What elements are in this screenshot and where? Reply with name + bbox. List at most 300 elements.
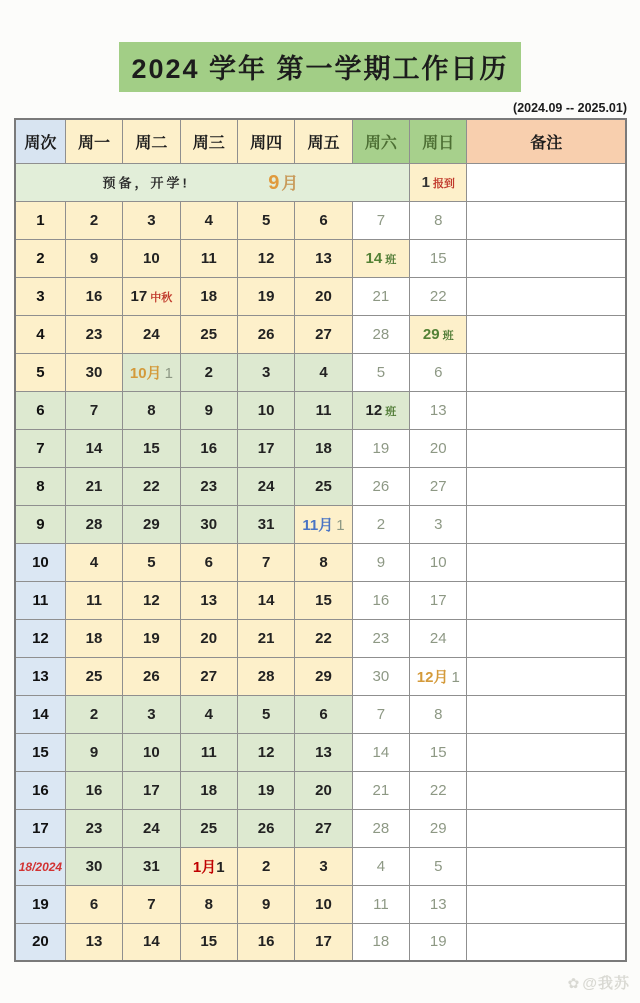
day-cell <box>65 315 122 353</box>
cell-text: 14 <box>372 743 390 761</box>
day-cell <box>123 429 180 467</box>
day-cell <box>237 695 294 733</box>
cell-text: 2 <box>36 249 45 267</box>
day-cell <box>65 619 122 657</box>
cell-text: 28 <box>372 325 390 343</box>
day-cell <box>295 315 352 353</box>
header-row <box>15 119 626 163</box>
day-cell <box>352 277 409 315</box>
remark-cell <box>467 239 626 277</box>
cell-text: 24 <box>429 629 447 647</box>
day-cell <box>180 923 237 961</box>
day-cell <box>352 201 409 239</box>
day-cell <box>352 543 409 581</box>
cell-text: 3 <box>147 211 156 229</box>
remark-cell <box>467 885 626 923</box>
day-cell <box>410 885 467 923</box>
week-row <box>15 277 626 315</box>
week-row <box>15 543 626 581</box>
cell-text: 中秋 <box>150 291 173 304</box>
cell-text: 14 <box>257 591 275 609</box>
week-row <box>15 467 626 505</box>
cell-text: 13 <box>315 743 332 761</box>
cell-text: 10 <box>315 895 332 913</box>
day-cell <box>180 239 237 277</box>
remark-cell <box>467 619 626 657</box>
day-cell <box>410 353 467 391</box>
day-cell <box>65 695 122 733</box>
cell-text: 25 <box>200 325 218 343</box>
week-row <box>15 581 626 619</box>
day-cell <box>123 733 180 771</box>
day-cell <box>410 277 467 315</box>
day-cell <box>352 353 409 391</box>
cell-text: 18 <box>85 629 103 647</box>
week-number-cell <box>15 847 65 885</box>
day-cell <box>123 277 180 315</box>
cell-text: 16 <box>32 781 49 799</box>
cell-text: 20 <box>429 439 447 457</box>
day-cell <box>237 581 294 619</box>
remark-cell <box>467 809 626 847</box>
remark-cell <box>467 467 626 505</box>
header-sunday: 周日 <box>410 119 467 163</box>
cell-text: 7 <box>89 401 99 419</box>
day-cell <box>65 391 122 429</box>
day-cell <box>237 467 294 505</box>
day-cell <box>123 315 180 353</box>
cell-text: 14 <box>32 705 49 723</box>
remark-cell <box>467 581 626 619</box>
day-cell <box>180 467 237 505</box>
day-cell <box>352 619 409 657</box>
remark-cell <box>467 429 626 467</box>
cell-text: 18 <box>200 287 218 305</box>
day-cell <box>352 695 409 733</box>
day-cell <box>352 733 409 771</box>
cell-text: 3 <box>434 515 443 533</box>
day-cell <box>237 505 294 543</box>
remark-cell <box>467 923 626 961</box>
cell-text: 23 <box>85 325 103 343</box>
cell-text: 21 <box>372 781 390 799</box>
cell-text: 30 <box>372 667 390 685</box>
cell-text: 11 <box>86 591 102 609</box>
remark-cell <box>467 695 626 733</box>
cell-text: 20 <box>315 287 332 305</box>
cell-text: 13 <box>315 249 332 267</box>
day-cell <box>180 505 237 543</box>
day-cell <box>65 505 122 543</box>
remark-cell <box>467 505 626 543</box>
header-monday: 周一 <box>65 119 122 163</box>
cell-text: 6 <box>319 705 328 723</box>
cell-text: 2 <box>89 705 99 723</box>
cell-text: 1月 <box>192 858 217 876</box>
cell-text: 5 <box>36 363 45 381</box>
calendar-body <box>15 163 626 961</box>
cell-text: 23 <box>85 819 103 837</box>
week-number-cell <box>15 619 65 657</box>
day-cell <box>65 923 122 961</box>
day-cell <box>410 201 467 239</box>
cell-text: 9 <box>89 249 99 267</box>
day-cell <box>123 619 180 657</box>
cell-text: 4 <box>376 857 386 875</box>
cell-text: 班 <box>442 329 454 342</box>
day-cell <box>65 429 122 467</box>
day-cell <box>65 201 122 239</box>
cell-text: 8 <box>147 401 156 419</box>
day-cell <box>352 391 409 429</box>
cell-text: 21 <box>257 629 275 647</box>
cell-text: 11 <box>315 401 332 419</box>
day-cell <box>410 543 467 581</box>
day-cell <box>352 467 409 505</box>
cell-text: 8 <box>204 895 213 913</box>
cell-text: 21 <box>85 477 103 495</box>
cell-text: 25 <box>200 819 218 837</box>
cell-text: 16 <box>372 591 390 609</box>
cell-text: 11 <box>373 895 389 913</box>
day-cell <box>123 657 180 695</box>
day-cell <box>295 885 352 923</box>
remark-cell <box>467 771 626 809</box>
cell-text: 24 <box>143 325 160 343</box>
cell-text: 1 <box>336 516 345 534</box>
cell-text: 8 <box>434 211 443 229</box>
cell-text: 12 <box>257 743 275 761</box>
cell-text: 11 <box>200 249 217 267</box>
day-cell <box>352 771 409 809</box>
cell-text: 16 <box>85 781 103 799</box>
cell-text: 7 <box>36 439 45 457</box>
day-cell <box>410 581 467 619</box>
day-cell <box>65 353 122 391</box>
cell-text: 30 <box>200 515 218 533</box>
cell-text: 22 <box>315 629 332 647</box>
month-banner-cell <box>15 163 410 201</box>
header-wednesday: 周三 <box>180 119 237 163</box>
day-cell <box>410 733 467 771</box>
week-row <box>15 885 626 923</box>
cell-text: 19 <box>257 287 275 305</box>
remark-cell <box>467 201 626 239</box>
cell-text: 22 <box>429 781 447 799</box>
day-cell <box>65 885 122 923</box>
day-cell <box>295 239 352 277</box>
week-row <box>15 391 626 429</box>
day-cell <box>123 353 180 391</box>
day-cell <box>410 619 467 657</box>
day-cell <box>180 657 237 695</box>
title-wrap <box>0 42 640 92</box>
cell-text: 9 <box>376 553 386 571</box>
cell-text: 7 <box>261 553 271 571</box>
day-cell <box>65 733 122 771</box>
day-cell <box>237 201 294 239</box>
week-number-cell <box>15 315 65 353</box>
remark-cell <box>467 391 626 429</box>
week-number-cell <box>15 239 65 277</box>
week-row <box>15 429 626 467</box>
cell-text: 29 <box>315 667 332 685</box>
cell-text: 17 <box>315 933 332 951</box>
day-cell <box>123 201 180 239</box>
cell-text: 8 <box>319 553 328 571</box>
cell-text: 8 <box>36 477 45 495</box>
week-row <box>15 809 626 847</box>
day-cell <box>180 847 237 885</box>
page-title: 2024 学年 第一学期工作日历 <box>119 42 520 92</box>
header-tuesday: 周二 <box>123 119 180 163</box>
cell-text: 6 <box>204 553 213 571</box>
cell-text: 26 <box>257 325 275 343</box>
cell-text: 2 <box>261 857 271 875</box>
cell-text: 18 <box>372 933 390 951</box>
cell-text: 1 <box>451 668 460 686</box>
week-number-cell <box>15 733 65 771</box>
cell-text: 28 <box>257 667 275 685</box>
week-row <box>15 353 626 391</box>
day-cell <box>180 315 237 353</box>
day-cell <box>237 619 294 657</box>
week-number-cell <box>15 391 65 429</box>
day-cell <box>352 657 409 695</box>
cell-text: 11 <box>200 743 217 761</box>
remark-cell <box>467 847 626 885</box>
watermark-text: @我苏 <box>582 975 630 992</box>
day-cell <box>180 695 237 733</box>
day-cell <box>123 847 180 885</box>
week-row <box>15 695 626 733</box>
day-cell <box>352 315 409 353</box>
day-cell <box>180 581 237 619</box>
cell-text: 26 <box>372 477 390 495</box>
day-cell <box>237 847 294 885</box>
cell-text: 2 <box>376 515 386 533</box>
flower-icon: ✿ <box>567 975 581 991</box>
day-cell <box>123 809 180 847</box>
day-cell <box>237 277 294 315</box>
cell-text: 15 <box>143 439 160 457</box>
week-number-cell <box>15 695 65 733</box>
cell-text: 5 <box>434 857 443 875</box>
cell-text: 17 <box>32 819 49 837</box>
cell-text: 9 <box>261 895 271 913</box>
cell-text: 18 <box>200 781 218 799</box>
cell-text: 14 <box>365 249 383 267</box>
day-cell <box>295 809 352 847</box>
cell-text: 27 <box>315 819 332 837</box>
cell-text: 18 <box>315 439 332 457</box>
day-cell <box>180 733 237 771</box>
day-cell <box>237 771 294 809</box>
calendar-table <box>14 118 627 962</box>
day-cell <box>180 391 237 429</box>
header-remark: 备注 <box>467 119 626 163</box>
day-cell <box>65 847 122 885</box>
day-cell <box>237 923 294 961</box>
day-cell <box>180 619 237 657</box>
cell-text: 23 <box>200 477 218 495</box>
day-cell <box>295 201 352 239</box>
cell-text: 1 <box>36 211 45 229</box>
cell-text: 20 <box>315 781 332 799</box>
cell-text: 16 <box>85 287 103 305</box>
cell-text: 15 <box>429 743 447 761</box>
cell-text: 29 <box>429 819 447 837</box>
cell-text: 12 <box>257 249 275 267</box>
cell-text: 2 <box>204 363 213 381</box>
week-row <box>15 657 626 695</box>
day-cell <box>410 467 467 505</box>
day-cell <box>123 923 180 961</box>
day-cell <box>123 885 180 923</box>
cell-text: 13 <box>85 933 103 951</box>
cell-text: 12月 <box>416 668 449 686</box>
day-cell <box>65 543 122 581</box>
week-number-cell <box>15 277 65 315</box>
cell-text: 1 <box>164 364 173 382</box>
week-row <box>15 315 626 353</box>
day-cell <box>352 885 409 923</box>
cell-text: 14 <box>85 439 103 457</box>
day-cell <box>352 923 409 961</box>
day-cell <box>123 771 180 809</box>
week-row <box>15 239 626 277</box>
remark-cell <box>467 277 626 315</box>
week-row <box>15 505 626 543</box>
remark-cell <box>467 353 626 391</box>
week-row <box>15 619 626 657</box>
day-cell <box>180 201 237 239</box>
cell-text: 27 <box>200 667 218 685</box>
cell-text: 25 <box>315 477 332 495</box>
cell-text: 12 <box>143 591 160 609</box>
day-cell <box>123 543 180 581</box>
cell-text: 13 <box>429 401 447 419</box>
week-number-cell <box>15 201 65 239</box>
day-cell <box>352 581 409 619</box>
day-cell <box>65 239 122 277</box>
cell-text: 11月 <box>302 516 334 534</box>
day-cell <box>295 505 352 543</box>
week-row <box>15 771 626 809</box>
cell-text: 9 <box>89 743 99 761</box>
day-cell <box>65 277 122 315</box>
cell-text: 3 <box>261 363 271 381</box>
cell-text: 16 <box>257 933 275 951</box>
day-cell <box>410 809 467 847</box>
cell-text: 16 <box>200 439 218 457</box>
day-cell <box>65 467 122 505</box>
cell-text: 9 <box>204 401 213 419</box>
week-number-cell <box>15 923 65 961</box>
week-row <box>15 733 626 771</box>
cell-text: 24 <box>143 819 160 837</box>
cell-text: 14 <box>143 933 160 951</box>
day-cell <box>237 809 294 847</box>
day-cell <box>180 809 237 847</box>
day-cell <box>295 429 352 467</box>
cell-text: 5 <box>376 363 386 381</box>
cell-text: 19 <box>143 629 160 647</box>
remark-cell <box>467 163 626 201</box>
day-cell <box>65 581 122 619</box>
cell-text: 26 <box>143 667 160 685</box>
day-cell <box>237 353 294 391</box>
cell-text: 29 <box>143 515 160 533</box>
cell-text: 19 <box>32 895 49 913</box>
cell-text: 17 <box>143 781 160 799</box>
cell-text: 2 <box>89 211 99 229</box>
date-range: (2024.09 -- 2025.01) <box>513 101 627 115</box>
day-cell <box>410 315 467 353</box>
cell-text: 29 <box>422 325 440 343</box>
week-number-cell <box>15 353 65 391</box>
cell-text: 4 <box>204 211 213 229</box>
week-number-cell <box>15 467 65 505</box>
remark-cell <box>467 733 626 771</box>
day-cell <box>410 429 467 467</box>
cell-text: 3 <box>36 287 45 305</box>
cell-text: 4 <box>89 553 99 571</box>
cell-text: 10 <box>429 553 447 571</box>
cell-text: 10 <box>143 743 160 761</box>
day-cell <box>352 847 409 885</box>
cell-text: 8 <box>434 705 443 723</box>
day-cell <box>237 885 294 923</box>
day-cell <box>180 885 237 923</box>
day-cell <box>65 809 122 847</box>
remark-cell <box>467 543 626 581</box>
cell-text: 7 <box>376 705 386 723</box>
day-cell <box>237 391 294 429</box>
day-cell <box>295 391 352 429</box>
month-label: 9 月 <box>268 172 299 194</box>
day-cell <box>237 733 294 771</box>
day-cell <box>123 239 180 277</box>
day-cell <box>410 695 467 733</box>
cell-text: 10 <box>143 249 160 267</box>
cell-text: 31 <box>257 515 275 533</box>
cell-text: 6 <box>434 363 443 381</box>
day-cell <box>237 543 294 581</box>
cell-text: 19 <box>257 781 275 799</box>
day-cell <box>295 695 352 733</box>
first-day-cell: 1 报到 <box>410 163 467 201</box>
cell-text: 6 <box>89 895 99 913</box>
cell-text: 17 <box>257 439 275 457</box>
day-cell <box>352 239 409 277</box>
cell-text: 17 <box>429 591 447 609</box>
day-cell <box>295 581 352 619</box>
header-week-number: 周次 <box>15 119 65 163</box>
cell-text: 10月 <box>129 364 162 382</box>
week-number-cell <box>15 771 65 809</box>
day-cell <box>237 315 294 353</box>
week-number-cell <box>15 809 65 847</box>
week-number-cell <box>15 885 65 923</box>
day-cell <box>410 239 467 277</box>
cell-text: 15 <box>315 591 332 609</box>
cell-text: 19 <box>429 933 447 951</box>
day-cell <box>65 657 122 695</box>
cell-text: 20 <box>200 629 218 647</box>
cell-text: 5 <box>261 705 271 723</box>
day-cell <box>123 695 180 733</box>
